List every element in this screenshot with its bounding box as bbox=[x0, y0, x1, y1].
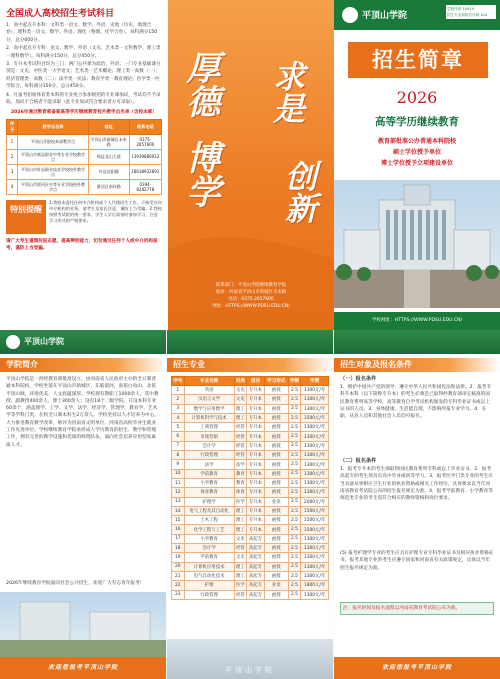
table-cell: 电气工程及其自动化 bbox=[184, 506, 234, 515]
cover-header bbox=[334, 0, 500, 30]
table-cell: 7 bbox=[172, 441, 185, 450]
table-cell: 9 bbox=[172, 460, 185, 469]
table-cell: 15 bbox=[172, 516, 185, 525]
table-cell: 1300元/年 bbox=[301, 441, 329, 450]
table-row bbox=[172, 386, 329, 395]
table-cell: 1300元/年 bbox=[301, 553, 329, 562]
table-cell: 专升本 bbox=[247, 506, 265, 515]
table-row bbox=[172, 581, 329, 590]
majors-table bbox=[171, 376, 329, 600]
majors-th: 学习形式 bbox=[264, 377, 288, 386]
table-cell: 1 bbox=[172, 386, 185, 395]
table-row bbox=[172, 395, 329, 404]
table-cell: 14 bbox=[172, 506, 185, 515]
slogan-houde: 厚德 bbox=[180, 50, 220, 118]
table-row bbox=[172, 441, 329, 450]
table-cell: 专升本 bbox=[247, 386, 265, 395]
requirements-title: 招生对象及报名条件 bbox=[334, 358, 500, 372]
table-cell: 2.5 bbox=[288, 562, 301, 571]
table-cell: 教育 bbox=[234, 469, 247, 478]
intro-footer: 欢迎您报考平顶山学院 bbox=[0, 657, 166, 679]
table-cell: 2.5 bbox=[288, 534, 301, 543]
table-cell: 1300元/年 bbox=[301, 395, 329, 404]
table-cell: 2.5 bbox=[288, 423, 301, 432]
school-name: 平顶山学院 bbox=[362, 11, 408, 21]
majors-th: 层次 bbox=[247, 377, 265, 386]
table-cell: 函授 bbox=[264, 423, 288, 432]
campus-building-image bbox=[334, 180, 500, 308]
table-cell: 理工 bbox=[234, 516, 247, 525]
table-cell: 2.5 bbox=[288, 441, 301, 450]
school-logo-icon bbox=[6, 335, 20, 349]
table-cell: 英语 bbox=[184, 386, 234, 395]
credential-2: 硕士学位授予单位 bbox=[392, 149, 441, 156]
table-cell: 2.5 bbox=[288, 506, 301, 515]
majors-title: 招生专业 bbox=[167, 358, 333, 372]
table-cell: 理工 bbox=[234, 506, 247, 515]
table-cell: 2.5 bbox=[288, 460, 301, 469]
table-row bbox=[172, 571, 329, 580]
program-title: 高等学历继续教育 bbox=[375, 116, 459, 128]
table-cell: 高起专 bbox=[247, 590, 265, 599]
majors-th: 序号 bbox=[172, 377, 185, 386]
table-cell: 1300元/年 bbox=[301, 544, 329, 553]
table-cell: 函授 bbox=[264, 571, 288, 580]
brochure-year: 2026 bbox=[396, 88, 438, 107]
table-row bbox=[172, 423, 329, 432]
table-row: 4 平顶山市湛河区中等专业学校校外教学点 湛河区南环路 0394-8282778 bbox=[7, 179, 162, 194]
table-cell: 23 bbox=[172, 590, 185, 599]
special-reminder-text: 1.我校未委托任何中介机构或个人代理招生工作，不接受任何中介机构的业务，请考生及家长注意，谨防上当受骗。2.我校按照考试院的统一要求，学生入学后需按时参加学习，注意学习形式的严格要求。 bbox=[49, 199, 162, 223]
table-cell: 1300元/年 bbox=[301, 386, 329, 395]
table-cell: 1300元/年 bbox=[301, 451, 329, 460]
majors-table-body bbox=[172, 386, 329, 600]
table-cell: 专升本 bbox=[247, 469, 265, 478]
intro-title: 学院简介 bbox=[0, 358, 166, 372]
table-row bbox=[172, 506, 329, 515]
table-cell: 13 bbox=[172, 497, 185, 506]
slogan-boxue: 博学 bbox=[180, 140, 220, 208]
table-cell: 2.5 bbox=[288, 488, 301, 497]
table-cell: 1300元/年 bbox=[301, 469, 329, 478]
table-cell: 1500元/年 bbox=[301, 516, 329, 525]
table-cell: 教育 bbox=[234, 478, 247, 487]
table-cell: 文史 bbox=[234, 553, 247, 562]
inner-spread bbox=[0, 330, 500, 679]
table-cell: 学前教育 bbox=[184, 469, 234, 478]
table-row bbox=[172, 404, 329, 413]
table-cell: 会计学 bbox=[184, 544, 234, 553]
table-cell: 计算机应用技术 bbox=[184, 562, 234, 571]
table-cell: 2 bbox=[172, 395, 185, 404]
table-cell: 医学 bbox=[234, 581, 247, 590]
table-cell: 10 bbox=[172, 469, 185, 478]
table-cell: 专升本 bbox=[247, 460, 265, 469]
table-cell: 函授 bbox=[264, 562, 288, 571]
table-cell: 2.5 bbox=[288, 404, 301, 413]
table-cell: 专升本 bbox=[247, 525, 265, 534]
table-cell: 8 bbox=[172, 451, 185, 460]
table-cell: 2.5 bbox=[288, 497, 301, 506]
table-cell: 经管 bbox=[234, 544, 247, 553]
intro-body: 平顶山学院是一所经教育部批准设立、由河南省人民政府主办的全日制普通本科院校，学校坐落在平顶山市新城区，东临湛河，南依白龟山，北依平顶山脉，环境优美，人文底蕴深厚。学校现有教职工1000余人，其中教授、副教授400余人，博士300余人；设有18个二级学院，开设本科专业60余个，涵盖理学、工学、文学、法学、经济学、管理学、教育学、艺术学等学科门类，在校全日制本科生2万余人。学校坚持以人才培养为中心，大力推进教育教学改革，被评为河南省文明单位、河南省高校毕业生就业工作先进单位。学校继续教育学院承担成人学历教育的招生、教学和管理工作，拥有完善的教学设施和优质的师资队伍，面向社会培养应用型高素质人才。 bbox=[6, 377, 159, 448]
table-cell: 2.5 bbox=[288, 395, 301, 404]
requirements-s1-title: （一）报名条件 bbox=[340, 376, 377, 382]
majors-panel bbox=[167, 330, 333, 679]
table-cell: 1300元/年 bbox=[301, 460, 329, 469]
table-cell: 1300元/年 bbox=[301, 404, 329, 413]
campus-gate-image bbox=[167, 639, 333, 679]
table-cell: 6 bbox=[172, 432, 185, 441]
table-cell: 12 bbox=[172, 488, 185, 497]
slogan-chuangxin: 创新 bbox=[280, 160, 318, 224]
school-website[interactable]: 学校网址：HTTPS://WWW.PDSU.EDU.CN/ bbox=[334, 312, 500, 330]
table-row: 3 平顶山市叶县职业技术学校校外教学点 叶县昆阳镇 18638932891 bbox=[7, 164, 162, 179]
majors-th: 专业名称 bbox=[184, 377, 234, 386]
table-row bbox=[172, 590, 329, 599]
table-row bbox=[172, 525, 329, 534]
table-cell: 行政管理 bbox=[184, 590, 234, 599]
special-reminder-label: 特别提醒 bbox=[6, 200, 46, 234]
table-cell: 理工 bbox=[234, 525, 247, 534]
table-row bbox=[172, 553, 329, 562]
table-cell: 法学 bbox=[234, 460, 247, 469]
table-cell: 1300元/年 bbox=[301, 571, 329, 580]
table-cell: 3 bbox=[172, 404, 185, 413]
table-cell: 专升本 bbox=[247, 404, 265, 413]
table-cell: 1500元/年 bbox=[301, 413, 329, 422]
table-cell: 数学与应用数学 bbox=[184, 404, 234, 413]
table-cell: 专升本 bbox=[247, 432, 265, 441]
teaching-points-table bbox=[6, 119, 162, 195]
major-code: 招生专业和批次代码 414 bbox=[447, 13, 488, 17]
table-cell: 21 bbox=[172, 571, 185, 580]
table-cell: 函授 bbox=[264, 516, 288, 525]
table-cell: 2.5 bbox=[288, 544, 301, 553]
table-row bbox=[172, 562, 329, 571]
table-cell: 理工 bbox=[234, 571, 247, 580]
table-cell: 2.5 bbox=[288, 571, 301, 580]
table-cell: 1300元/年 bbox=[301, 423, 329, 432]
table-cell: 1300元/年 bbox=[301, 432, 329, 441]
majors-table-header bbox=[172, 377, 329, 386]
table-cell: 经管 bbox=[234, 423, 247, 432]
table-row: 2 平顶山市郏县职业中等专业学校教学点 郏县龙山大道 13939886912 bbox=[7, 149, 162, 164]
table-cell: 1300元/年 bbox=[301, 562, 329, 571]
exam-para-1: 1．高中起点升本科：文科类一语文、数学、外语、史地（历史、地理合卷）；理科类一语文、数学、外语、理化（物理、化学合卷）。每科满分150分，总分600分。 bbox=[6, 23, 158, 43]
table-cell: 函授 bbox=[264, 553, 288, 562]
th-name: 教学点名称 bbox=[18, 119, 89, 134]
table-cell: 法学 bbox=[184, 460, 234, 469]
table-cell: 函授 bbox=[264, 386, 288, 395]
table-cell: 函授 bbox=[264, 469, 288, 478]
table-cell: 函授 bbox=[264, 488, 288, 497]
credential-1: 教育部批准公办普通本科院校 bbox=[377, 138, 456, 145]
requirements-header bbox=[334, 330, 500, 354]
contact-info: 联系部门：平顶山学院继续教育学院 地址：河南省平顶山市新城区未来路 电话：0375-2657600 网址：HTTPS://WWW.PDSU.EDU.CN/ bbox=[212, 283, 290, 309]
table-cell: 理工 bbox=[234, 413, 247, 422]
table-cell: 2.5 bbox=[288, 432, 301, 441]
table-cell: 市场营销 bbox=[184, 432, 234, 441]
table-cell: 体育教育 bbox=[184, 488, 234, 497]
table-cell: 2.5 bbox=[288, 590, 301, 599]
table-cell: 业余 bbox=[264, 581, 288, 590]
requirements-s3-body: (5) 报考护理学专业的考生应具有护理专业专科毕业证书及相应执业资格证书。报考其他专业的考生应遵守国家和河南省有关政策规定，具体以当年招生报名规定为准。 bbox=[340, 551, 494, 571]
table-cell: 函授 bbox=[264, 534, 288, 543]
building-illustration bbox=[334, 180, 500, 308]
campus-illustration bbox=[0, 592, 166, 657]
intro-header bbox=[0, 330, 166, 354]
school-code: 学校代码 10919 bbox=[447, 7, 474, 11]
table-cell: 会计学 bbox=[184, 441, 234, 450]
table-cell: 1300元/年 bbox=[301, 488, 329, 497]
table-row bbox=[172, 432, 329, 441]
table-cell: 1300元/年 bbox=[301, 478, 329, 487]
th-index: 序号 bbox=[7, 119, 18, 134]
table-cell: 体育 bbox=[234, 488, 247, 497]
table-cell: 11 bbox=[172, 478, 185, 487]
table-cell: 1300元/年 bbox=[301, 534, 329, 543]
table-caption: 2026年通过教育部备案高等学历继续教育校外教学点名单（含校本部） bbox=[10, 110, 157, 116]
table-cell: 专升本 bbox=[247, 478, 265, 487]
exam-subjects-title: 全国成人高校招生考试科目 bbox=[6, 9, 115, 19]
table-cell: 2000元/年 bbox=[301, 497, 329, 506]
table-cell: 19 bbox=[172, 553, 185, 562]
table-cell: 1500元/年 bbox=[301, 525, 329, 534]
exam-para-3: 3．专升本考试科目均为三门：两门公共课为政治、外语；一门专业基础课分别是：文史、中医类一大学语文；艺术类一艺术概论；理工类一高数（一）；经济管理类一高数（二）；法学类一民法；教育学类一教育理论；医学类一医学综合。每科满分150分，总分450分。 bbox=[6, 62, 161, 90]
table-cell: 16 bbox=[172, 525, 185, 534]
table-cell: 2.5 bbox=[288, 413, 301, 422]
table-cell: 函授 bbox=[264, 506, 288, 515]
table-cell: 专升本 bbox=[247, 488, 265, 497]
table-cell: 文史 bbox=[234, 395, 247, 404]
table-cell: 专升本 bbox=[247, 441, 265, 450]
slogan-qiushi: 求是 bbox=[268, 60, 306, 124]
table-cell: 函授 bbox=[264, 395, 288, 404]
table-cell: 行政管理 bbox=[184, 451, 234, 460]
table-row bbox=[172, 534, 329, 543]
majors-th: 科类 bbox=[234, 377, 247, 386]
requirements-s2-title: （二）报名条件 bbox=[340, 458, 377, 464]
school-logo-icon bbox=[342, 7, 358, 23]
table-cell: 17 bbox=[172, 534, 185, 543]
table-cell: 护理 bbox=[184, 581, 234, 590]
slogan-panel bbox=[168, 0, 334, 330]
requirements-panel bbox=[334, 330, 500, 679]
table-row bbox=[172, 488, 329, 497]
table-cell: 22 bbox=[172, 581, 185, 590]
table-row bbox=[172, 544, 329, 553]
brochure-title: 招生简章 bbox=[348, 42, 488, 78]
table-cell: 护理学 bbox=[184, 497, 234, 506]
table-cell: 电气自动化技术 bbox=[184, 571, 234, 580]
table-cell: 函授 bbox=[264, 404, 288, 413]
table-cell: 经管 bbox=[234, 432, 247, 441]
table-cell: 计算机科学与技术 bbox=[184, 413, 234, 422]
table-cell: 4 bbox=[172, 413, 185, 422]
table-row: 1 平顶山学院校本部教学点 平顶山市新城区未来路 0375-2657600 bbox=[7, 134, 162, 149]
table-cell: 函授 bbox=[264, 460, 288, 469]
intro-body-2: 2026年继续教育学院面向社会公开招生，欢迎广大有志青年报考！ bbox=[6, 581, 145, 586]
th-address: 地址 bbox=[88, 119, 129, 134]
table-cell: 函授 bbox=[264, 441, 288, 450]
table-cell: 2.5 bbox=[288, 386, 301, 395]
table-cell: 小学教育 bbox=[184, 478, 234, 487]
cover-spread bbox=[0, 0, 500, 330]
table-cell: 函授 bbox=[264, 432, 288, 441]
table-cell: 高起专 bbox=[247, 562, 265, 571]
table-cell: 经管 bbox=[234, 441, 247, 450]
table-row bbox=[172, 497, 329, 506]
table-cell: 高起专 bbox=[247, 571, 265, 580]
requirements-s1-body: 1．拥护中国共产党的领导，遵守中华人民共和国宪法和法律。2．报考专科升本科（以下简称专升本）的考生必须是已取得经教育部审定核准的国民教育系列高等学校、高等教育自学考试机构颁发的专科毕业证书或以上证书的人员。3．身体健康，生活能自理，不影响所报专业学习。4．在职、从业人员和其他社会人员均可报名。 bbox=[340, 385, 492, 420]
table-row bbox=[172, 478, 329, 487]
campus-photo bbox=[0, 592, 166, 657]
table-row bbox=[172, 516, 329, 525]
table-cell: 1300元/年 bbox=[301, 590, 329, 599]
special-reminder bbox=[6, 200, 162, 234]
table-cell: 土木工程 bbox=[184, 516, 234, 525]
table-cell: 工商管理 bbox=[184, 423, 234, 432]
table-cell: 1500元/年 bbox=[301, 506, 329, 515]
table-cell: 2.5 bbox=[288, 469, 301, 478]
cover-left-panel bbox=[0, 0, 168, 330]
table-cell: 高起专 bbox=[247, 553, 265, 562]
table-cell: 专升本 bbox=[247, 516, 265, 525]
th-phone: 联系电话 bbox=[129, 119, 161, 134]
majors-footer: 平顶山学院 bbox=[225, 666, 275, 674]
majors-th: 学费 bbox=[301, 377, 329, 386]
requirements-s2-body: 1．报考专升本的考生须取得国民教育系列专科或以上毕业证书。2．报考高起专的考生须具有高中毕业或同等学力。3．报考医学门类专业的考生应当具备从事相应卫生行业的执业资格或相关工作经历，具体要求以当年河南省教育考试院公布的招生报名规定为准。4．报考学前教育、小学教育等师范类专业的考生需符合相应的教师资格和岗位要求。 bbox=[340, 467, 493, 502]
table-cell: 高起专 bbox=[247, 581, 265, 590]
table-cell: 1800元/年 bbox=[301, 581, 329, 590]
code-box bbox=[446, 5, 496, 19]
table-cell: 专升本 bbox=[247, 451, 265, 460]
table-cell: 函授 bbox=[264, 451, 288, 460]
table-cell: 函授 bbox=[264, 525, 288, 534]
table-cell: 化学工程与工艺 bbox=[184, 525, 234, 534]
table-cell: 2.5 bbox=[288, 553, 301, 562]
table-row bbox=[172, 469, 329, 478]
table-cell: 2.5 bbox=[288, 525, 301, 534]
table-cell: 2.5 bbox=[288, 478, 301, 487]
table-row bbox=[172, 451, 329, 460]
intro-panel bbox=[0, 330, 166, 679]
cover-right-panel bbox=[334, 0, 500, 330]
table-cell: 汉语言文学 bbox=[184, 395, 234, 404]
table-cell: 文史 bbox=[234, 386, 247, 395]
table-cell: 高起专 bbox=[247, 534, 265, 543]
table-cell: 小学教育 bbox=[184, 534, 234, 543]
table-cell: 18 bbox=[172, 544, 185, 553]
table-cell: 专升本 bbox=[247, 497, 265, 506]
majors-header bbox=[167, 330, 333, 354]
table-cell: 理工 bbox=[234, 404, 247, 413]
table-cell: 函授 bbox=[264, 478, 288, 487]
exam-para-4: 4．凡报考招收体育类本科的专业免合参加统招的专业课加试，考试均不予录取。加试不合格者不能录取（此专业加试符合要求者方可录取）。 bbox=[6, 92, 161, 106]
table-cell: 学前教育 bbox=[184, 553, 234, 562]
table-cell: 文史 bbox=[234, 534, 247, 543]
table-cell: 医学 bbox=[234, 497, 247, 506]
table-cell: 高起专 bbox=[247, 544, 265, 553]
table-cell: 业余 bbox=[264, 497, 288, 506]
table-cell: 函授 bbox=[264, 590, 288, 599]
requirements-note: 注：报名时间及报名流程以河南省教育考试院公布为准。 bbox=[340, 602, 494, 615]
table-cell: 经管 bbox=[234, 590, 247, 599]
majors-th: 学制 bbox=[288, 377, 301, 386]
table-row bbox=[172, 460, 329, 469]
table-cell: 理工 bbox=[234, 562, 247, 571]
exam-para-2: 2．高中起点升专科：语文、数学、外语（文史、艺术类一文科数学，理工类一理科数学）。每科满分150分，总分450分。 bbox=[6, 46, 161, 59]
table-cell: 专升本 bbox=[247, 395, 265, 404]
table-cell: 2.5 bbox=[288, 581, 301, 590]
table-cell: 专升本 bbox=[247, 423, 265, 432]
table-cell: 2.5 bbox=[288, 516, 301, 525]
table-cell: 经管 bbox=[234, 451, 247, 460]
credential-3: 博士学位授予立项建设单位 bbox=[380, 160, 453, 167]
table-cell: 专升本 bbox=[247, 413, 265, 422]
table-cell: 2.5 bbox=[288, 451, 301, 460]
table-cell: 函授 bbox=[264, 544, 288, 553]
school-name: 平顶山学院 bbox=[24, 336, 64, 346]
warning-text: 请广大考生谨慎投报志愿，提高辨别能力，切勿通过任何个人或中介机构报考，谨防上当受骗。 bbox=[6, 238, 158, 252]
requirements-footer: 欢迎您报考平顶山学院 bbox=[334, 657, 500, 679]
table-cell: 函授 bbox=[264, 413, 288, 422]
table-cell: 20 bbox=[172, 562, 185, 571]
table-row bbox=[172, 413, 329, 422]
table-cell: 5 bbox=[172, 423, 185, 432]
